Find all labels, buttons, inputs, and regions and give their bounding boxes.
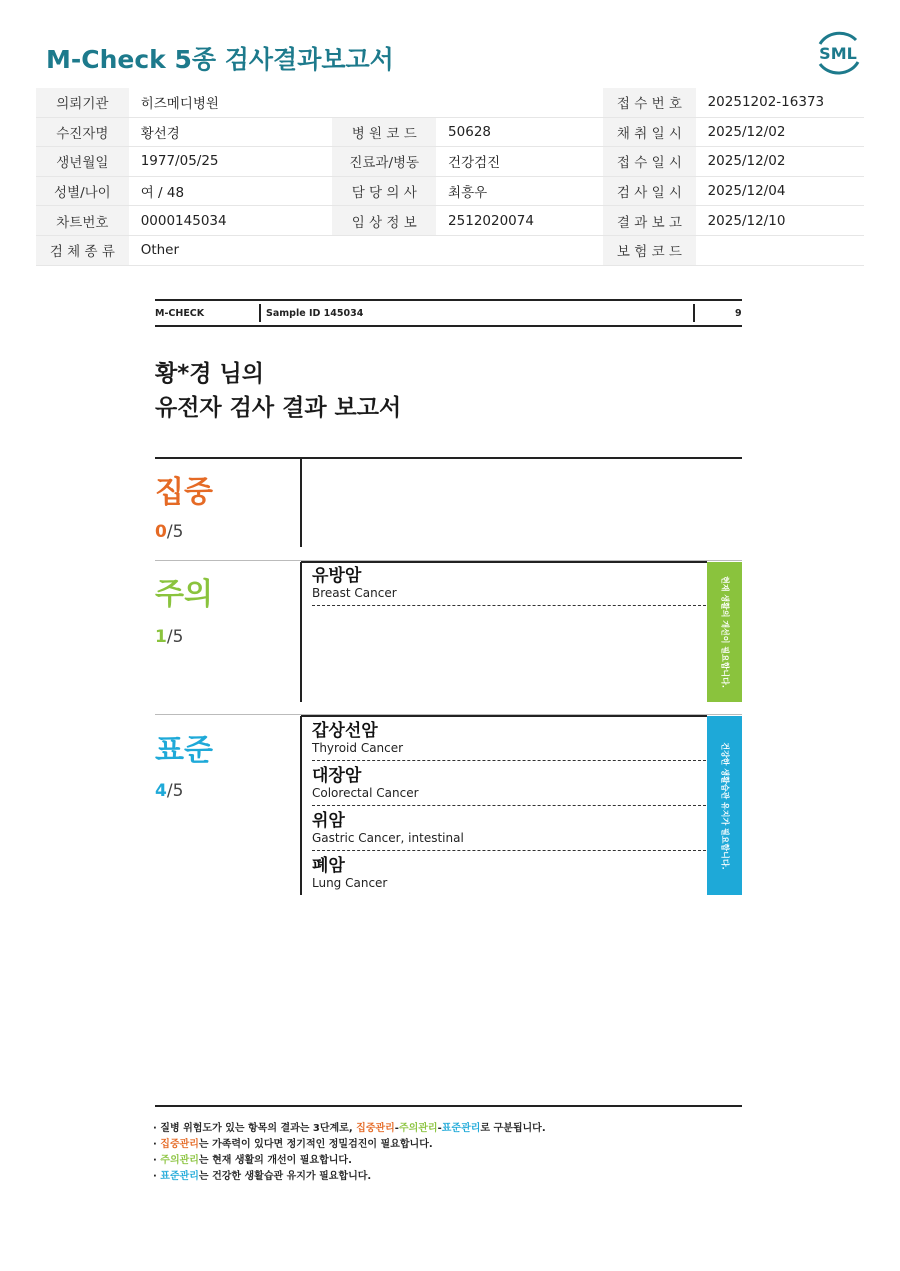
info-value: 2512020074 [436,206,603,236]
info-value: 2025/12/04 [696,176,864,206]
list-item [312,856,706,895]
info-value: 2025/12/02 [696,147,864,177]
legend-notes [153,1121,546,1185]
info-row [36,176,864,206]
info-row [36,147,864,177]
info-label: 채 취 일 시 [603,117,695,147]
info-value [332,88,436,117]
info-row [36,117,864,147]
section-standard-name: 표준 [155,733,213,768]
info-label: 의뢰기관 [36,88,129,117]
section-divider [300,716,302,895]
info-value [436,88,603,117]
info-label: 접 수 번 호 [603,88,695,117]
info-value [332,235,436,265]
info-label: 검 체 종 류 [36,235,129,265]
info-row [36,235,864,265]
info-value: 20251202-16373 [696,88,864,117]
info-label: 보 험 코 드 [603,235,695,265]
info-label: 성별/나이 [36,176,129,206]
info-value: Other [129,235,333,265]
item-name-ko: 폐암 [312,856,345,876]
section-caution-name: 주의 [155,577,213,612]
item-name-en: Gastric Cancer, intestinal [312,831,464,845]
note-line: · 표준관리는 건강한 생활습관 유지가 필요합니다. [153,1171,372,1182]
info-value: 50628 [436,117,603,147]
info-row [36,206,864,236]
report-title-line2: 유전자 검사 결과 보고서 [155,395,402,421]
report-title-line1: 황*경 님의 [155,361,264,387]
info-value: 1977/05/25 [129,147,333,177]
section-divider [300,562,302,702]
sml-logo [812,30,864,76]
logo-text: SML [819,44,857,63]
caution-side-banner: 현재 생활의 개선이 필요합니다. [707,562,742,702]
info-label: 검 사 일 시 [603,176,695,206]
info-label: 수진자명 [36,117,129,147]
section-top-rule [155,457,742,459]
info-label: 담 당 의 사 [332,176,436,206]
section-intensive-score: 0/5 [155,522,184,542]
section-top-rule [301,561,707,563]
info-label: 진료과/병동 [332,147,436,177]
sample-id: Sample ID 145034 [266,308,364,319]
item-name-en: Lung Cancer [312,876,388,890]
report-header-top-rule [155,299,742,301]
info-value: 0000145034 [129,206,333,236]
note-line: · 주의관리는 현재 생활의 개선이 필요합니다. [153,1155,352,1166]
report-title [155,357,401,425]
info-value: 2025/12/10 [696,206,864,236]
info-row [36,88,864,117]
info-label: 병 원 코 드 [332,117,436,147]
list-item [312,811,706,851]
list-item [312,566,706,606]
item-name-en: Breast Cancer [312,586,397,600]
section-standard-score: 4/5 [155,781,184,801]
section-caution-score: 1/5 [155,627,184,647]
standard-side-banner: 건강한 생활습관 유지가 필요합니다. [707,716,742,895]
report-brand: M-CHECK [155,308,205,319]
item-name-ko: 위암 [312,811,345,831]
info-value: 최흥우 [436,176,603,206]
patient-info-table [36,88,864,266]
info-value: 황선경 [129,117,333,147]
report-header-bottom-rule [155,325,742,327]
info-value [696,235,864,265]
list-item [312,766,706,806]
list-item [312,721,706,761]
header-divider [259,304,261,322]
item-name-ko: 유방암 [312,566,362,586]
info-value: 히즈메디병원 [129,88,333,117]
item-name-ko: 대장암 [312,766,362,786]
info-label: 생년월일 [36,147,129,177]
item-name-en: Colorectal Cancer [312,786,419,800]
header-divider [693,304,695,322]
note-line: · 질병 위험도가 있는 항목의 결과는 3단계로, 집중관리-주의관리-표준관리로 구분됩니다. [153,1123,546,1134]
info-value [436,235,603,265]
info-value: 2025/12/02 [696,117,864,147]
item-name-en: Thyroid Cancer [312,741,404,755]
info-label: 임 상 정 보 [332,206,436,236]
info-label: 차트번호 [36,206,129,236]
notes-top-rule [155,1105,742,1107]
info-label: 결 과 보 고 [603,206,695,236]
info-value: 건강검진 [436,147,603,177]
section-top-rule [301,715,707,717]
section-intensive-name: 집중 [155,475,213,510]
item-name-ko: 갑상선암 [312,721,378,741]
report-header-title: M-Check 5종 검사결과보고서 [46,45,394,74]
page-number: 9 [735,308,742,319]
note-line: · 집중관리는 가족력이 있다면 정기적인 정밀검진이 필요합니다. [153,1139,433,1150]
info-value: 여 / 48 [129,176,333,206]
info-label: 접 수 일 시 [603,147,695,177]
section-divider [300,459,302,547]
